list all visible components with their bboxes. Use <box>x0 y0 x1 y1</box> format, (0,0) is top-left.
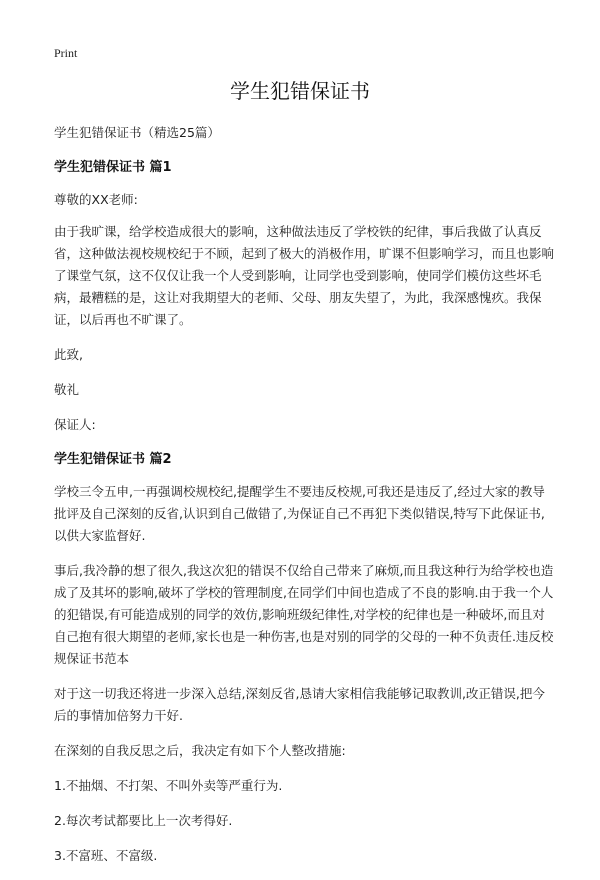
section-heading-2: 学生犯错保证书 篇2 <box>54 452 172 467</box>
section-2-paragraph-2: 事后,我冷静的想了很久,我这次犯的错误不仅给自己带来了麻烦,而且我这种行为给学校也造成了及其坏的影响,破坏了学校的管理制度,在同学们中间也造成了不良的影响.由于我一个人的犯错误,有可能造成别的同学的效仿,影响班级纪律性,对学校的纪律也是一种破坏,而且对自己抱有很大期望的老师,家长也是一种伤害,也是对别的同学的父母的一种不负责任.违反校规保证书范本 <box>54 563 554 666</box>
section-heading-1: 学生犯错保证书 篇1 <box>54 160 172 175</box>
salutation: 尊敬的XX老师: <box>54 192 138 207</box>
document-subtitle: 学生犯错保证书（精选25篇） <box>54 125 220 140</box>
closing-line-2: 敬礼 <box>54 382 80 397</box>
section-2-paragraph-3: 对于这一切我还将进一步深入总结,深刻反省,恳请大家相信我能够记取教训,改正错误,把今后的事情加倍努力干好. <box>54 686 545 723</box>
section-1-body: 由于我旷课，给学校造成很大的影响，这种做法违反了学校铁的纪律，事后我做了认真反省，这种做法视校规校纪于不顾，起到了极大的消极作用，旷课不但影响学习，而且也影响了课堂气氛，这不仅仅让我一个人受到影响，让同学也受到影响，使同学们模仿这些坏毛病，最糟糕的是，这让对我期望大的老师、父母、朋友失望了，为此，我深感愧疚。我保证，以后再也不旷课了。 <box>54 224 555 327</box>
print-link[interactable]: Print <box>54 46 78 60</box>
list-item: 3.不富班、不富级. <box>54 848 158 863</box>
closing-line-1: 此致, <box>54 347 83 362</box>
list-item: 1.不抽烟、不打架、不叫外卖等严重行为. <box>54 778 283 793</box>
list-item: 2.每次考试都要比上一次考得好. <box>54 813 233 828</box>
document-title: 学生犯错保证书 <box>230 79 370 103</box>
signer-line: 保证人: <box>54 417 96 432</box>
section-2-paragraph-1: 学校三令五申,一再强调校规校纪,提醒学生不要违反校规,可我还是违反了,经过大家的教导批评及自己深刻的反省,认识到自己做错了,为保证自己不再犯下类似错误,特写下此保证书,以供大家监督好. <box>54 484 545 543</box>
section-2-paragraph-4: 在深刻的自我反思之后，我决定有如下个人整改措施: <box>54 743 346 758</box>
document-body <box>54 122 554 880</box>
